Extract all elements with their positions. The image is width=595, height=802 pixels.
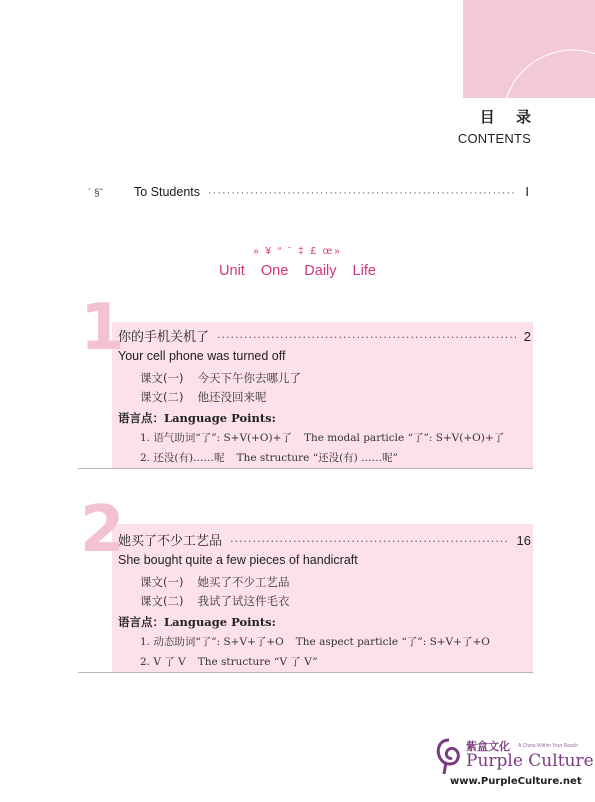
lesson-1-page: 2 [523, 329, 531, 344]
logo-url[interactable]: www.PurpleCulture.net [450, 776, 582, 787]
lesson-1-english-title: Your cell phone was turned off [118, 349, 286, 363]
contents-heading [457, 106, 539, 146]
point-cn: 2. 还没(有)……呢 [140, 452, 225, 464]
point-en: The modal particle “了”: S+V(+O)+了 [303, 432, 505, 444]
point-cn: 1. 动态助词“了”: S+V+了+O [140, 636, 284, 648]
lesson-1-number: 1 [80, 291, 125, 365]
lesson-1-rule [78, 468, 533, 469]
lesson-2-text-1 [140, 574, 289, 590]
contents-title-cn: 目 录 [479, 108, 539, 126]
text-label: 课文(一) [140, 371, 184, 385]
lesson-1-point-2 [140, 450, 398, 465]
lesson-2-rule [78, 672, 533, 673]
lesson-2-point-1 [140, 634, 490, 649]
lesson-1-text-1 [140, 370, 301, 386]
text-label: 课文(二) [140, 390, 184, 404]
leader-dots [217, 331, 516, 344]
logo-tagline: A China Within Your Reach [518, 743, 579, 749]
lesson-2-point-2 [140, 654, 318, 669]
lesson-2-text-2 [140, 593, 289, 609]
point-en: The structure “还没(有) ……呢” [236, 452, 398, 464]
lesson-1-text-2 [140, 389, 266, 405]
lesson-2-language-points-heading: 语言点：Language Points: [118, 615, 276, 629]
point-cn: 1. 语气助词“了”: S+V(+O)+了 [140, 432, 292, 444]
toc-entry-lesson-2[interactable] [118, 530, 531, 549]
text-title: 我试了试这件毛衣 [197, 594, 290, 608]
purple-culture-logo [432, 734, 594, 794]
text-title: 她买了不少工艺品 [197, 575, 290, 589]
lesson-1-title: 你的手机关机了 [118, 330, 210, 345]
spiral-logo-icon [434, 736, 464, 776]
lesson-2-english-title: She bought quite a few pieces of handicraft [118, 553, 358, 567]
text-title: 今天下午你去哪儿了 [197, 371, 301, 385]
text-label: 课文(二) [140, 594, 184, 608]
lesson-1-point-1 [140, 430, 504, 445]
logo-name: Purple Culture [466, 751, 594, 771]
to-students-page: I [525, 184, 529, 199]
lesson-2-page: 16 [516, 533, 531, 548]
to-students-cn-label: ´ §ˇ [88, 188, 103, 199]
corner-decoration [463, 0, 595, 98]
point-en: The structure “V 了 V” [197, 656, 318, 668]
logo-cn-text: 紫盒文化 [466, 740, 510, 753]
leader-dots [208, 187, 517, 199]
contents-title-en: CONTENTS [457, 131, 531, 146]
lesson-2-number: 2 [80, 493, 125, 567]
leader-dots [230, 535, 509, 548]
point-cn: 2. V 了 V [140, 656, 186, 668]
text-title: 他还没回来呢 [197, 390, 267, 404]
lesson-2-title: 她买了不少工艺品 [118, 534, 223, 549]
toc-entry-lesson-1[interactable] [118, 326, 531, 345]
toc-entry-to-students[interactable] [88, 184, 529, 200]
text-label: 课文(一) [140, 575, 184, 589]
lesson-1-language-points-heading: 语言点：Language Points: [118, 411, 276, 425]
to-students-label: To Students [134, 185, 201, 199]
point-en: The aspect particle “了”: S+V+了+O [295, 636, 490, 648]
unit-cn-label: » ¥ “ ¨ ‡ £ œ» [253, 246, 342, 257]
unit-title: Unit One Daily Life [219, 263, 376, 279]
